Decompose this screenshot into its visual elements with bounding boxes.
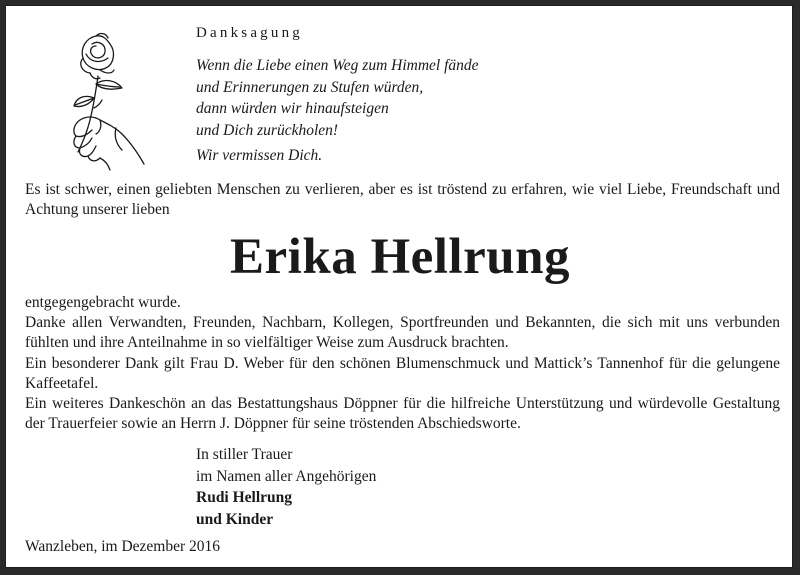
signature-name: Rudi Hellrung: [196, 489, 293, 506]
poem: [196, 55, 479, 141]
poem-line: Wenn die Liebe einen Weg zum Himmel fände: [196, 57, 479, 74]
deceased-name: Erika Hellrung: [230, 229, 570, 285]
signature-line: In stiller Trauer: [196, 446, 293, 463]
place-and-date: Wanzleben, im Dezember 2016: [25, 538, 221, 555]
obituary-card: [5, 5, 793, 568]
signature-name: und Kinder: [196, 510, 274, 528]
thanks-text: [25, 293, 780, 434]
we-miss-you-line: Wir vermissen Dich.: [196, 147, 323, 164]
heading: Danksagung: [196, 25, 303, 41]
poem-line: und Dich zurückholen!: [196, 121, 339, 139]
signature-block: [196, 444, 376, 530]
poem-line: und Erinnerungen zu Stufen würden,: [196, 78, 424, 96]
thanks-paragraph: entgegengebracht wurde.: [25, 294, 181, 311]
thanks-paragraph: Ein besonderer Dank gilt Frau D. Weber für den schönen Blumenschmuck und Mattick’s Tannenhof für die gelungene Kaffeetafel.: [25, 354, 780, 392]
thanks-paragraph: Danke allen Verwandten, Freunden, Nachbarn, Kollegen, Sportfreunden und Bekannten, die sich mit uns verbunden fühlten und ihre Anteilnahme in so vielfältiger Weise zum Ausdruck brachten.: [25, 314, 780, 352]
thanks-paragraph: Ein weiteres Dankeschön an das Bestattungshaus Döppner für die hilfreiche Unterstützung und würdevolle Gestaltung der Trauerfeier sowie an Herrn J. Döppner für seine tröstenden Abschiedsworte.: [25, 395, 780, 433]
signature-line: im Namen aller Angehörigen: [196, 467, 377, 485]
intro-paragraph: Es ist schwer, einen geliebten Menschen zu verlieren, aber es ist tröstend zu erfahren, wie viel Liebe, Freundschaft und Achtung unserer lieben: [25, 181, 780, 218]
poem-line: dann würden wir hinaufsteigen: [196, 100, 389, 117]
hand-holding-rose-icon: [56, 24, 166, 174]
